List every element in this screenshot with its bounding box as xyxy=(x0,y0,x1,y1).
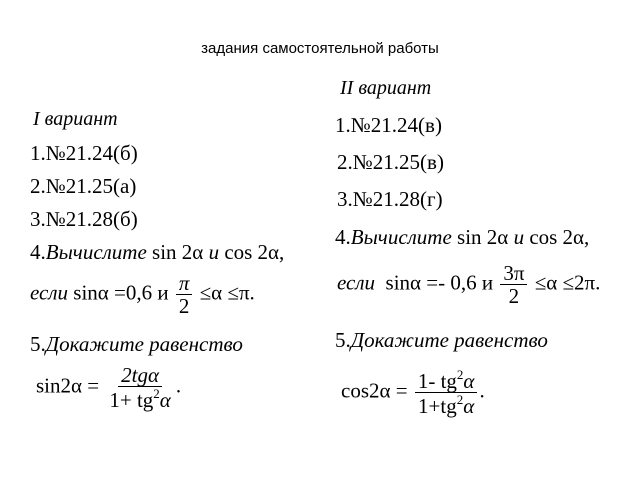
formula-cos: cos 2α, xyxy=(224,240,285,264)
page-title: задания самостоятельной работы xyxy=(201,40,439,57)
fraction-numerator: π xyxy=(176,272,193,295)
variant-2-condition xyxy=(337,262,600,307)
variant-1-item-1: 1.№21.24(б) xyxy=(30,141,138,165)
formula-cos: cos 2α, xyxy=(529,225,590,249)
fraction-denominator: 2 xyxy=(178,294,190,319)
den-part: 1+ tg xyxy=(109,388,154,413)
variant-1-condition xyxy=(30,272,255,317)
variant-1-item-4 xyxy=(30,240,284,265)
task-text: Вычислите xyxy=(350,225,452,249)
variant-1-item-3: 3.№21.28(б) xyxy=(30,207,138,231)
item-number: 4. xyxy=(30,240,46,264)
formula-sin: sin 2α xyxy=(457,225,509,249)
variant-2-item-2: 2.№21.25(в) xyxy=(337,150,444,174)
condition-tail: ≤α ≤π. xyxy=(199,280,255,305)
den-exponent: 2 xyxy=(153,386,160,402)
conjunction: и xyxy=(208,240,220,264)
item-number: 5. xyxy=(335,328,351,352)
identity-lhs: sin2α = xyxy=(36,373,100,398)
variant-2-item-1: 1.№21.24(в) xyxy=(335,113,442,137)
variant-2-item-4 xyxy=(335,225,589,250)
identity-fraction xyxy=(106,364,173,411)
fraction-denominator xyxy=(415,393,477,417)
num-part: 1- tg xyxy=(417,369,457,393)
task-text: Докажите равенство xyxy=(350,328,548,352)
identity-tail: . xyxy=(175,373,182,398)
variant-2-heading: II вариант xyxy=(340,77,432,99)
num-exponent: 2 xyxy=(456,367,464,382)
identity-fraction xyxy=(415,368,478,417)
variant-1-item-2: 2.№21.25(а) xyxy=(30,174,137,198)
den-part: 1+tg xyxy=(418,394,457,419)
condition-fraction xyxy=(176,272,193,317)
conjunction: и xyxy=(513,225,525,249)
fraction-numerator: 3π xyxy=(500,262,527,285)
condition-fraction xyxy=(500,262,527,307)
variant-2-item-3: 3.№21.28(г) xyxy=(337,187,443,211)
condition-expression: sinα =- 0,6 и xyxy=(385,270,494,295)
task-text: Докажите равенство xyxy=(45,332,243,356)
identity-tail: . xyxy=(479,378,485,403)
variant-2-item-5 xyxy=(335,328,548,353)
condition-if: если xyxy=(337,270,376,295)
variant-1-heading: I вариант xyxy=(33,108,118,130)
variant-1-identity xyxy=(36,364,181,411)
task-text: Вычислите xyxy=(45,240,147,264)
condition-if: если xyxy=(30,280,69,305)
den-alpha: α xyxy=(159,388,171,413)
variant-2-identity xyxy=(341,368,485,417)
variant-1-item-5 xyxy=(30,332,243,357)
item-number: 4. xyxy=(335,225,351,249)
condition-tail: ≤α ≤2π. xyxy=(534,270,601,295)
identity-lhs: cos2α = xyxy=(341,378,408,403)
fraction-denominator xyxy=(106,387,173,411)
den-alpha: α xyxy=(463,394,475,419)
num-alpha: α xyxy=(463,369,475,393)
condition-expression: sinα =0,6 и xyxy=(73,280,169,305)
item-number: 5. xyxy=(30,332,46,356)
fraction-numerator: 2tgα xyxy=(118,364,162,387)
fraction-numerator xyxy=(415,368,478,393)
formula-sin: sin 2α xyxy=(152,240,204,264)
fraction-denominator: 2 xyxy=(508,284,520,309)
den-exponent: 2 xyxy=(456,392,464,408)
